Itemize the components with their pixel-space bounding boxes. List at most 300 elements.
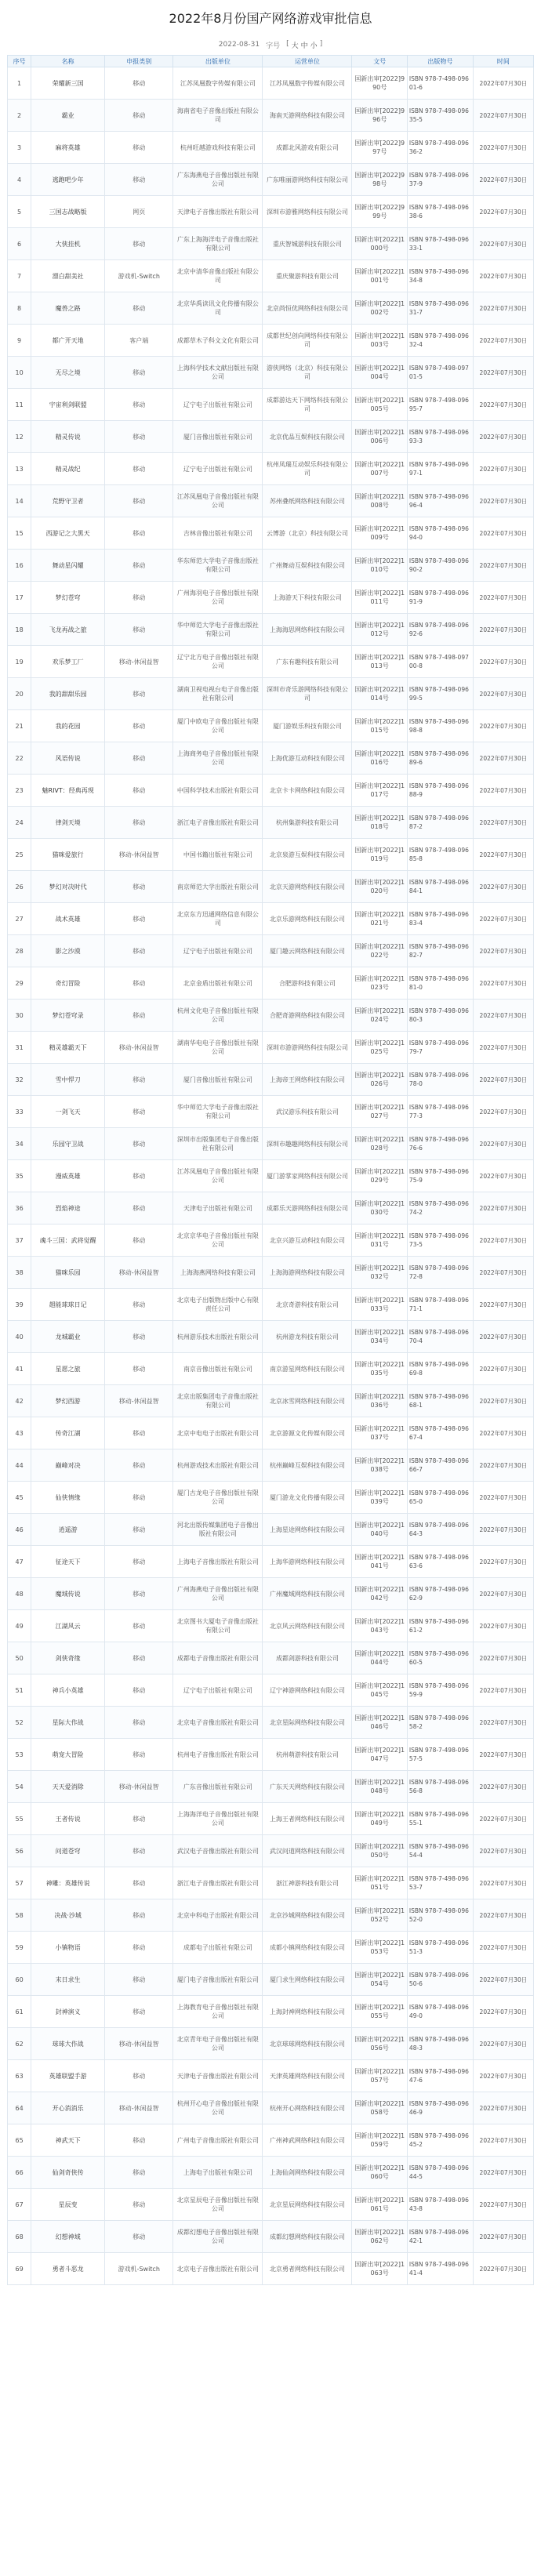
publish-date: 2022-08-31 bbox=[218, 41, 260, 49]
cell-date: 2022年07月30日 bbox=[473, 1996, 533, 2028]
cell-number: 18 bbox=[8, 614, 31, 646]
cell-publisher: 厦门中欧电子音像出版社有限公司 bbox=[173, 710, 263, 742]
table-row bbox=[8, 1674, 534, 1707]
cell-isbn: ISBN 978-7-498-09659-9 bbox=[407, 1674, 473, 1707]
cell-approval-number: 国新出审[2022]1061号 bbox=[352, 2189, 407, 2221]
cell-publisher: 广州海羽电子音像出版社有限公司 bbox=[173, 582, 263, 614]
cell-number: 23 bbox=[8, 775, 31, 807]
cell-number: 43 bbox=[8, 1417, 31, 1449]
cell-approval-number: 国新出审[2022]998号 bbox=[352, 164, 407, 196]
cell-publisher: 杭州电子音像出版社有限公司 bbox=[173, 1739, 263, 1771]
cell-category: 移动 bbox=[105, 1449, 173, 1482]
cell-category: 移动-休闲益智 bbox=[105, 646, 173, 678]
cell-publisher: 中国科学技术出版社有限公司 bbox=[173, 775, 263, 807]
cell-date: 2022年07月30日 bbox=[473, 1064, 533, 1096]
cell-publisher: 杭州开心电子音像出版社有限公司 bbox=[173, 2092, 263, 2124]
cell-operator: 北京奇游科技有限公司 bbox=[263, 1289, 352, 1321]
cell-game-name: 龙城霸业 bbox=[31, 1321, 105, 1353]
cell-operator: 广州神武网络科技有限公司 bbox=[263, 2124, 352, 2157]
cell-game-name: 漫威英雄 bbox=[31, 1160, 105, 1192]
cell-isbn: ISBN 978-7-498-09668-1 bbox=[407, 1385, 473, 1417]
cell-number: 58 bbox=[8, 1899, 31, 1932]
cell-game-name: 荒野守卫者 bbox=[31, 485, 105, 517]
cell-operator: 重庆智城游科技有限公司 bbox=[263, 228, 352, 260]
table-row bbox=[8, 132, 534, 164]
cell-number: 30 bbox=[8, 1000, 31, 1032]
cell-publisher: 华中师范大学电子音像出版社有限公司 bbox=[173, 1096, 263, 1128]
cell-approval-number: 国新出审[2022]1048号 bbox=[352, 1771, 407, 1803]
cell-date: 2022年07月30日 bbox=[473, 132, 533, 164]
cell-date: 2022年07月30日 bbox=[473, 871, 533, 903]
cell-number: 59 bbox=[8, 1932, 31, 1964]
cell-category: 网页 bbox=[105, 196, 173, 228]
table-row bbox=[8, 614, 534, 646]
cell-isbn: ISBN 978-7-498-09664-3 bbox=[407, 1514, 473, 1546]
cell-approval-number: 国新出审[2022]1021号 bbox=[352, 903, 407, 935]
cell-category: 移动 bbox=[105, 1514, 173, 1546]
font-size-small-button[interactable]: 小 bbox=[310, 42, 318, 50]
cell-isbn: ISBN 978-7-498-09667-4 bbox=[407, 1417, 473, 1449]
cell-publisher: 江苏凤凰电子音像出版社有限公司 bbox=[173, 1160, 263, 1192]
cell-publisher: 厦门电子音像出版社有限公司 bbox=[173, 1964, 263, 1996]
cell-date: 2022年07月30日 bbox=[473, 325, 533, 357]
table-row bbox=[8, 807, 534, 839]
table-row bbox=[8, 1064, 534, 1096]
cell-number: 32 bbox=[8, 1064, 31, 1096]
cell-operator: 上海帝王网络科技有限公司 bbox=[263, 1064, 352, 1096]
cell-date: 2022年07月30日 bbox=[473, 1032, 533, 1064]
cell-publisher: 河北出版传媒集团电子音像出版社有限公司 bbox=[173, 1514, 263, 1546]
cell-approval-number: 国新出审[2022]1040号 bbox=[352, 1514, 407, 1546]
cell-publisher: 上海海洋电子音像出版社有限公司 bbox=[173, 1803, 263, 1835]
cell-operator: 成都剑游科技有限公司 bbox=[263, 1642, 352, 1674]
cell-date: 2022年07月30日 bbox=[473, 1514, 533, 1546]
cell-isbn: ISBN 978-7-498-09661-2 bbox=[407, 1610, 473, 1642]
cell-game-name: 猫咪爱旅行 bbox=[31, 839, 105, 871]
table-row bbox=[8, 164, 534, 196]
cell-isbn: ISBN 978-7-498-09638-6 bbox=[407, 196, 473, 228]
cell-game-name: 魅RIVT：经典再现 bbox=[31, 775, 105, 807]
cell-category: 移动 bbox=[105, 1128, 173, 1160]
cell-isbn: ISBN 978-7-498-09654-4 bbox=[407, 1835, 473, 1867]
cell-approval-number: 国新出审[2022]999号 bbox=[352, 196, 407, 228]
cell-publisher: 北京京华电子音像出版社有限公司 bbox=[173, 1225, 263, 1257]
cell-operator: 辽宁神游网络科技有限公司 bbox=[263, 1674, 352, 1707]
cell-number: 6 bbox=[8, 228, 31, 260]
cell-publisher: 上海电子音像出版社有限公司 bbox=[173, 1546, 263, 1578]
cell-approval-number: 国新出审[2022]1004号 bbox=[352, 357, 407, 389]
cell-isbn: ISBN 978-7-498-09632-4 bbox=[407, 325, 473, 357]
table-row bbox=[8, 903, 534, 935]
cell-date: 2022年07月30日 bbox=[473, 1160, 533, 1192]
cell-category: 移动 bbox=[105, 967, 173, 1000]
cell-approval-number: 国新出审[2022]1046号 bbox=[352, 1707, 407, 1739]
cell-game-name: 梦幻西游 bbox=[31, 1385, 105, 1417]
cell-isbn: ISBN 978-7-498-09669-8 bbox=[407, 1353, 473, 1385]
cell-isbn: ISBN 978-7-498-09697-1 bbox=[407, 453, 473, 485]
cell-publisher: 北京电子音像出版社有限公司 bbox=[173, 2253, 263, 2285]
cell-date: 2022年07月30日 bbox=[473, 1000, 533, 1032]
table-row bbox=[8, 2253, 534, 2285]
cell-publisher: 北京星辰电子音像出版社有限公司 bbox=[173, 2189, 263, 2221]
table-row bbox=[8, 485, 534, 517]
cell-approval-number: 国新出审[2022]1011号 bbox=[352, 582, 407, 614]
cell-operator: 北京星际网络科技有限公司 bbox=[263, 1707, 352, 1739]
cell-approval-number: 国新出审[2022]1027号 bbox=[352, 1096, 407, 1128]
cell-operator: 成都乐天游网络科技有限公司 bbox=[263, 1192, 352, 1225]
cell-game-name: 无尽之境 bbox=[31, 357, 105, 389]
cell-operator: 北京泉游互娱科技有限公司 bbox=[263, 839, 352, 871]
cell-isbn: ISBN 978-7-498-09698-8 bbox=[407, 710, 473, 742]
cell-approval-number: 国新出审[2022]1020号 bbox=[352, 871, 407, 903]
cell-number: 13 bbox=[8, 453, 31, 485]
cell-operator: 深圳市游雅网络科技有限公司 bbox=[263, 196, 352, 228]
cell-game-name: 大侠挂机 bbox=[31, 228, 105, 260]
cell-game-name: 精灵传说 bbox=[31, 421, 105, 453]
cell-number: 38 bbox=[8, 1257, 31, 1289]
cell-publisher: 上海电子出版社有限公司 bbox=[173, 2157, 263, 2189]
cell-game-name: 舞动星闪耀 bbox=[31, 550, 105, 582]
cell-category: 移动 bbox=[105, 678, 173, 710]
cell-operator: 武汉问道网络科技有限公司 bbox=[263, 1835, 352, 1867]
cell-isbn: ISBN 978-7-498-09665-0 bbox=[407, 1482, 473, 1514]
cell-date: 2022年07月30日 bbox=[473, 1353, 533, 1385]
cell-number: 63 bbox=[8, 2060, 31, 2092]
cell-isbn: ISBN 978-7-498-09699-5 bbox=[407, 678, 473, 710]
cell-category: 移动 bbox=[105, 903, 173, 935]
table-body bbox=[8, 67, 534, 2285]
cell-category: 移动 bbox=[105, 1321, 173, 1353]
table-row bbox=[8, 357, 534, 389]
cell-operator: 杭州萌游科技有限公司 bbox=[263, 1739, 352, 1771]
cell-game-name: 江湖风云 bbox=[31, 1610, 105, 1642]
table-row bbox=[8, 1192, 534, 1225]
font-size-controls: [ 大 中 小 ] bbox=[286, 39, 323, 50]
cell-category: 移动 bbox=[105, 2124, 173, 2157]
table-row bbox=[8, 1482, 534, 1514]
cell-date: 2022年07月30日 bbox=[473, 1964, 533, 1996]
cell-game-name: 逍遥游 bbox=[31, 1514, 105, 1546]
cell-game-name: 三国志战略版 bbox=[31, 196, 105, 228]
cell-date: 2022年07月30日 bbox=[473, 646, 533, 678]
cell-isbn: ISBN 978-7-498-09673-5 bbox=[407, 1225, 473, 1257]
cell-game-name: 神武天下 bbox=[31, 2124, 105, 2157]
cell-game-name: 逃跑吧少年 bbox=[31, 164, 105, 196]
cell-isbn: ISBN 978-7-498-09636-2 bbox=[407, 132, 473, 164]
cell-operator: 成都世纪创向网络科技有限公司 bbox=[263, 325, 352, 357]
cell-game-name: 我的甜甜乐园 bbox=[31, 678, 105, 710]
cell-isbn: ISBN 978-7-498-09652-0 bbox=[407, 1899, 473, 1932]
cell-operator: 北京乐游网络科技有限公司 bbox=[263, 903, 352, 935]
table-row bbox=[8, 1610, 534, 1642]
cell-number: 42 bbox=[8, 1385, 31, 1417]
cell-category: 移动 bbox=[105, 1899, 173, 1932]
cell-number: 65 bbox=[8, 2124, 31, 2157]
cell-number: 49 bbox=[8, 1610, 31, 1642]
cell-game-name: 征途天下 bbox=[31, 1546, 105, 1578]
cell-isbn: ISBN 978-7-498-09685-8 bbox=[407, 839, 473, 871]
cell-number: 44 bbox=[8, 1449, 31, 1482]
cell-approval-number: 国新出审[2022]990号 bbox=[352, 67, 407, 100]
table-row bbox=[8, 2189, 534, 2221]
cell-isbn: ISBN 978-7-498-09634-8 bbox=[407, 260, 473, 292]
cell-date: 2022年07月30日 bbox=[473, 1867, 533, 1899]
cell-game-name: 律剑天境 bbox=[31, 807, 105, 839]
cell-isbn: ISBN 978-7-498-09631-7 bbox=[407, 292, 473, 325]
table-row bbox=[8, 517, 534, 550]
cell-approval-number: 国新出审[2022]1017号 bbox=[352, 775, 407, 807]
cell-game-name: 末日求生 bbox=[31, 1964, 105, 1996]
table-row bbox=[8, 389, 534, 421]
table-row bbox=[8, 1707, 534, 1739]
table-row bbox=[8, 453, 534, 485]
cell-category: 游戏机-Switch bbox=[105, 2253, 173, 2285]
cell-category: 移动 bbox=[105, 1353, 173, 1385]
cell-date: 2022年07月30日 bbox=[473, 1289, 533, 1321]
cell-game-name: 奇幻冒险 bbox=[31, 967, 105, 1000]
table-row bbox=[8, 710, 534, 742]
cell-date: 2022年07月30日 bbox=[473, 1771, 533, 1803]
cell-number: 17 bbox=[8, 582, 31, 614]
cell-number: 57 bbox=[8, 1867, 31, 1899]
cell-approval-number: 国新出审[2022]1055号 bbox=[352, 1996, 407, 2028]
cell-date: 2022年07月30日 bbox=[473, 839, 533, 871]
cell-date: 2022年07月30日 bbox=[473, 1642, 533, 1674]
cell-approval-number: 国新出审[2022]1051号 bbox=[352, 1867, 407, 1899]
cell-date: 2022年07月30日 bbox=[473, 485, 533, 517]
cell-game-name: 精灵雄霸天下 bbox=[31, 1032, 105, 1064]
cell-number: 29 bbox=[8, 967, 31, 1000]
cell-isbn: ISBN 978-7-498-09647-6 bbox=[407, 2060, 473, 2092]
cell-date: 2022年07月30日 bbox=[473, 389, 533, 421]
table-row bbox=[8, 2092, 534, 2124]
cell-publisher: 武汉电子音像出版社有限公司 bbox=[173, 1835, 263, 1867]
cell-date: 2022年07月30日 bbox=[473, 1899, 533, 1932]
table-row bbox=[8, 1160, 534, 1192]
cell-operator: 厦门游龙文化传播有限公司 bbox=[263, 1482, 352, 1514]
cell-isbn: ISBN 978-7-498-09675-9 bbox=[407, 1160, 473, 1192]
cell-approval-number: 国新出审[2022]1022号 bbox=[352, 935, 407, 967]
cell-category: 移动 bbox=[105, 485, 173, 517]
cell-operator: 上海游天下科技有限公司 bbox=[263, 582, 352, 614]
cell-category: 移动 bbox=[105, 550, 173, 582]
cell-category: 移动 bbox=[105, 1867, 173, 1899]
cell-date: 2022年07月30日 bbox=[473, 2124, 533, 2157]
cell-game-name: 荣耀新三国 bbox=[31, 67, 105, 100]
cell-isbn: ISBN 978-7-498-09646-9 bbox=[407, 2092, 473, 2124]
cell-approval-number: 国新出审[2022]1010号 bbox=[352, 550, 407, 582]
cell-game-name: 开心消消乐 bbox=[31, 2092, 105, 2124]
cell-date: 2022年07月30日 bbox=[473, 903, 533, 935]
cell-category: 移动 bbox=[105, 1192, 173, 1225]
cell-isbn: ISBN 978-7-498-09662-9 bbox=[407, 1578, 473, 1610]
cell-operator: 北京尚恒优网络科技有限公司 bbox=[263, 292, 352, 325]
cell-category: 移动 bbox=[105, 1578, 173, 1610]
cell-game-name: 星际大作战 bbox=[31, 1707, 105, 1739]
cell-approval-number: 国新出审[2022]1056号 bbox=[352, 2028, 407, 2060]
cell-number: 64 bbox=[8, 2092, 31, 2124]
cell-category: 移动 bbox=[105, 1739, 173, 1771]
cell-category: 移动 bbox=[105, 421, 173, 453]
cell-date: 2022年07月30日 bbox=[473, 228, 533, 260]
cell-operator: 北京天游网络科技有限公司 bbox=[263, 871, 352, 903]
cell-game-name: 幻想神域 bbox=[31, 2221, 105, 2253]
cell-game-name: 我的花园 bbox=[31, 710, 105, 742]
font-size-medium-button[interactable]: 中 bbox=[300, 42, 308, 50]
table-row bbox=[8, 228, 534, 260]
font-size-label: 字号 bbox=[266, 42, 281, 50]
cell-number: 11 bbox=[8, 389, 31, 421]
cell-publisher: 北京电子音像出版社有限公司 bbox=[173, 1707, 263, 1739]
cell-publisher: 成都电子音像出版社有限公司 bbox=[173, 1642, 263, 1674]
cell-category: 移动 bbox=[105, 935, 173, 967]
cell-approval-number: 国新出审[2022]1002号 bbox=[352, 292, 407, 325]
cell-isbn: ISBN 978-7-498-09687-2 bbox=[407, 807, 473, 839]
cell-publisher: 南京师范大学出版社有限公司 bbox=[173, 871, 263, 903]
cell-game-name: 影之沙漠 bbox=[31, 935, 105, 967]
cell-category: 移动 bbox=[105, 871, 173, 903]
cell-number: 61 bbox=[8, 1996, 31, 2028]
cell-operator: 北京兴游互动科技有限公司 bbox=[263, 1225, 352, 1257]
cell-approval-number: 国新出审[2022]1049号 bbox=[352, 1803, 407, 1835]
cell-game-name: 精灵战纪 bbox=[31, 453, 105, 485]
cell-game-name: 神兵小英雄 bbox=[31, 1674, 105, 1707]
cell-date: 2022年07月30日 bbox=[473, 1225, 533, 1257]
cell-approval-number: 国新出审[2022]1052号 bbox=[352, 1899, 407, 1932]
cell-date: 2022年07月30日 bbox=[473, 742, 533, 775]
table-row bbox=[8, 1225, 534, 1257]
cell-number: 24 bbox=[8, 807, 31, 839]
cell-publisher: 杭州旺越游戏科技有限公司 bbox=[173, 132, 263, 164]
cell-number: 54 bbox=[8, 1771, 31, 1803]
cell-publisher: 厦门音像出版社有限公司 bbox=[173, 1064, 263, 1096]
cell-publisher: 北京中科电子出版社有限公司 bbox=[173, 1899, 263, 1932]
cell-game-name: 飞龙再战之旅 bbox=[31, 614, 105, 646]
cell-publisher: 天津电子出版社有限公司 bbox=[173, 1192, 263, 1225]
cell-approval-number: 国新出审[2022]1035号 bbox=[352, 1353, 407, 1385]
cell-approval-number: 国新出审[2022]1007号 bbox=[352, 453, 407, 485]
cell-publisher: 华中师范大学电子音像出版社有限公司 bbox=[173, 614, 263, 646]
cell-date: 2022年07月30日 bbox=[473, 1674, 533, 1707]
cell-number: 36 bbox=[8, 1192, 31, 1225]
cell-date: 2022年07月30日 bbox=[473, 2060, 533, 2092]
cell-game-name: 决战·沙城 bbox=[31, 1899, 105, 1932]
cell-isbn: ISBN 978-7-498-09651-3 bbox=[407, 1932, 473, 1964]
cell-game-name: 球球大作战 bbox=[31, 2028, 105, 2060]
cell-isbn: ISBN 978-7-498-09700-8 bbox=[407, 646, 473, 678]
table-row bbox=[8, 100, 534, 132]
cell-approval-number: 国新出审[2022]1042号 bbox=[352, 1578, 407, 1610]
cell-category: 移动 bbox=[105, 807, 173, 839]
cell-number: 39 bbox=[8, 1289, 31, 1321]
cell-date: 2022年07月30日 bbox=[473, 2221, 533, 2253]
cell-category: 移动 bbox=[105, 582, 173, 614]
cell-number: 56 bbox=[8, 1835, 31, 1867]
cell-operator: 苏州叠纸网络科技有限公司 bbox=[263, 485, 352, 517]
cell-operator: 深圳市奇乐游网络科技有限公司 bbox=[263, 678, 352, 710]
table-row bbox=[8, 678, 534, 710]
cell-approval-number: 国新出审[2022]1050号 bbox=[352, 1835, 407, 1867]
cell-category: 移动 bbox=[105, 2221, 173, 2253]
cell-operator: 上海王者网络科技有限公司 bbox=[263, 1803, 352, 1835]
cell-category: 移动 bbox=[105, 1417, 173, 1449]
table-row bbox=[8, 2060, 534, 2092]
cell-category: 移动-休闲益智 bbox=[105, 1771, 173, 1803]
table-row bbox=[8, 935, 534, 967]
cell-number: 34 bbox=[8, 1128, 31, 1160]
cell-operator: 深圳市游游网络科技有限公司 bbox=[263, 1032, 352, 1064]
cell-category: 移动 bbox=[105, 228, 173, 260]
cell-approval-number: 国新出审[2022]1016号 bbox=[352, 742, 407, 775]
table-row bbox=[8, 1739, 534, 1771]
cell-isbn: ISBN 978-7-498-09684-1 bbox=[407, 871, 473, 903]
column-header-operator: 运营单位 bbox=[263, 56, 352, 67]
cell-approval-number: 国新出审[2022]1060号 bbox=[352, 2157, 407, 2189]
cell-operator: 杭州集游科技有限公司 bbox=[263, 807, 352, 839]
column-header-publisher: 出版单位 bbox=[173, 56, 263, 67]
cell-category: 移动 bbox=[105, 1610, 173, 1642]
cell-isbn: ISBN 978-7-498-09695-7 bbox=[407, 389, 473, 421]
cell-approval-number: 国新出审[2022]1039号 bbox=[352, 1482, 407, 1514]
cell-approval-number: 国新出审[2022]1059号 bbox=[352, 2124, 407, 2157]
cell-isbn: ISBN 978-7-498-09672-8 bbox=[407, 1257, 473, 1289]
cell-approval-number: 国新出审[2022]1003号 bbox=[352, 325, 407, 357]
cell-publisher: 广东音像出版社有限公司 bbox=[173, 1771, 263, 1803]
cell-date: 2022年07月30日 bbox=[473, 2157, 533, 2189]
cell-operator: 广东天天网络科技有限公司 bbox=[263, 1771, 352, 1803]
cell-isbn: ISBN 978-7-498-09690-2 bbox=[407, 550, 473, 582]
cell-game-name: 霸业 bbox=[31, 100, 105, 132]
cell-isbn: ISBN 978-7-498-09671-1 bbox=[407, 1289, 473, 1321]
cell-operator: 云博游（北京）科技有限公司 bbox=[263, 517, 352, 550]
cell-publisher: 湖南卫视电视台电子音像出版社有限公司 bbox=[173, 678, 263, 710]
cell-number: 55 bbox=[8, 1803, 31, 1835]
cell-category: 移动 bbox=[105, 1642, 173, 1674]
cell-game-name: 风语传说 bbox=[31, 742, 105, 775]
cell-publisher: 北京东方迅通网络信息有限公司 bbox=[173, 903, 263, 935]
table-row bbox=[8, 1289, 534, 1321]
cell-publisher: 北京中清华音像出版社有限公司 bbox=[173, 260, 263, 292]
cell-publisher: 广州电子音像出版社有限公司 bbox=[173, 2124, 263, 2157]
cell-approval-number: 国新出审[2022]1053号 bbox=[352, 1932, 407, 1964]
cell-publisher: 辽宁电子出版社有限公司 bbox=[173, 389, 263, 421]
cell-category: 移动 bbox=[105, 67, 173, 100]
cell-game-name: 都广开天地 bbox=[31, 325, 105, 357]
cell-publisher: 厦门音像出版社有限公司 bbox=[173, 421, 263, 453]
cell-number: 41 bbox=[8, 1353, 31, 1385]
cell-game-name: 星愿之旅 bbox=[31, 1353, 105, 1385]
font-size-large-button[interactable]: 大 bbox=[291, 42, 299, 50]
cell-category: 移动-休闲益智 bbox=[105, 2028, 173, 2060]
cell-number: 47 bbox=[8, 1546, 31, 1578]
cell-publisher: 湖南华电电子音像出版社有限公司 bbox=[173, 1032, 263, 1064]
cell-number: 60 bbox=[8, 1964, 31, 1996]
cell-category: 移动 bbox=[105, 292, 173, 325]
cell-date: 2022年07月30日 bbox=[473, 1128, 533, 1160]
cell-operator: 杭州开心网络科技有限公司 bbox=[263, 2092, 352, 2124]
cell-game-name: 小镇物语 bbox=[31, 1932, 105, 1964]
cell-date: 2022年07月30日 bbox=[473, 421, 533, 453]
table-row bbox=[8, 1546, 534, 1578]
cell-game-name: 一剑飞天 bbox=[31, 1096, 105, 1128]
cell-publisher: 天津电子音像出版社有限公司 bbox=[173, 196, 263, 228]
cell-date: 2022年07月30日 bbox=[473, 775, 533, 807]
cell-category: 移动-休闲益智 bbox=[105, 1032, 173, 1064]
cell-isbn: ISBN 978-7-498-09688-9 bbox=[407, 775, 473, 807]
table-row bbox=[8, 1578, 534, 1610]
cell-operator: 北京星辰网络科技有限公司 bbox=[263, 2189, 352, 2221]
cell-game-name: 王者传说 bbox=[31, 1803, 105, 1835]
